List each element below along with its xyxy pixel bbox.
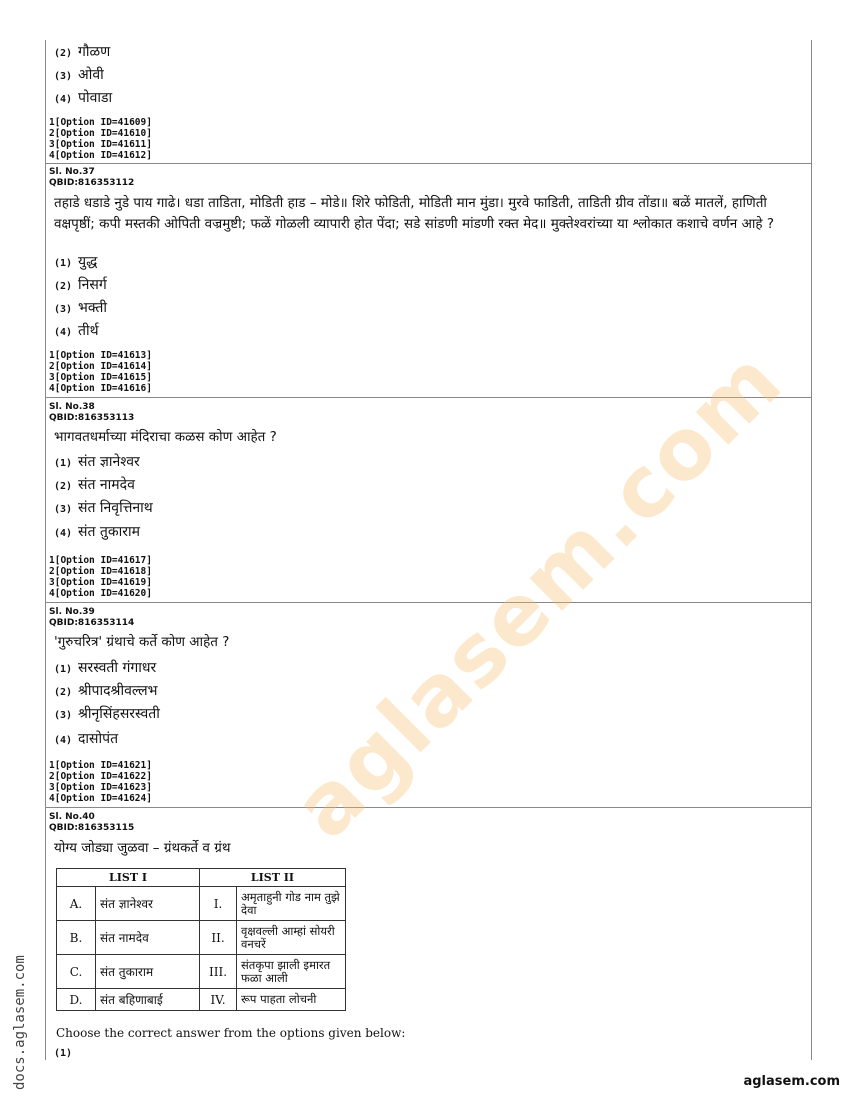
q38-option-1: (1) संत ज्ञानेश्वर (54, 454, 140, 470)
q39-option-4: (4) दासोपंत (54, 731, 119, 747)
q37-question-text: तहाडे धडाडे नुडे पाय गाढे। धडा ताडिता, मोडिती हाड – मोडे॥ शिरे फोडिती, मोडिती मान मुंडा। मुरवे फाडिती, ताडिती ग्रीव तोंडा॥ बळें मातलें, हाणिती वक्षपृष्ठीं; कपी मस्तकी ओपिती वज्रमुष्टी; फळें गोळली व्यापारी होत पेंदा; सडे सांडणी मांडणी रक्त मेद॥ मुक्तेश्वरांच्या या श्लोकात कशाचे वर्णन आहे ? (54, 195, 775, 232)
q40-meta: Sl. No.40 QBID:816353115 (49, 812, 135, 833)
list-1-header: LIST I (57, 869, 200, 887)
q37-option-4: (4) तीर्थ (54, 323, 99, 339)
q36-option-2: (2) गौळण (54, 44, 111, 60)
footer-brand: aglasem.com (743, 1074, 840, 1089)
row-author: संत तुकाराम (96, 955, 200, 989)
q39-meta: Sl. No.39 QBID:816353114 (49, 607, 135, 628)
q38-option-4: (4) संत तुकाराम (54, 524, 140, 540)
list-2-header: LIST II (200, 869, 346, 887)
row-numeral: IV. (200, 989, 237, 1011)
row-numeral: II. (200, 921, 237, 955)
row-author: संत बहिणाबाई (96, 989, 200, 1011)
row-numeral: III. (200, 955, 237, 989)
q39-option-3: (3) श्रीनृसिंहसरस्वती (54, 706, 160, 722)
row-author: संत ज्ञानेश्वर (96, 887, 200, 921)
row-code: C. (57, 955, 96, 989)
side-url: docs.aglasem.com (12, 955, 28, 1090)
divider (46, 163, 811, 164)
q39-option-2: (2) श्रीपादश्रीवल्लभ (54, 683, 158, 699)
table-row (57, 921, 346, 955)
row-author: संत नामदेव (96, 921, 200, 955)
q39-question-text: 'गुरुचरित्र' ग्रंथाचे कर्ते कोण आहेत ? (54, 634, 230, 650)
watermark: aglasem.com (274, 331, 801, 857)
q36-option-4: (4) पोवाडा (54, 90, 113, 106)
row-work: संतकृपा झाली इमारत फळा आली (237, 955, 346, 989)
table-row (57, 955, 346, 989)
answer-instruction: Choose the correct answer from the options given below: (56, 1026, 406, 1040)
q37-option-2: (2) निसर्ग (54, 277, 107, 293)
row-work: अमृताहुनी गोड नाम तुझे देवा (237, 887, 346, 921)
q36-option-ids: 1[Option ID=41609] 2[Option ID=41610] 3[Option ID=41611] 4[Option ID=41612] (49, 117, 152, 161)
row-work: वृक्षवल्ली आम्हां सोयरी वनचरें (237, 921, 346, 955)
table-row (57, 887, 346, 921)
q37-option-ids: 1[Option ID=41613] 2[Option ID=41614] 3[Option ID=41615] 4[Option ID=41616] (49, 350, 152, 394)
q37-option-3: (3) भक्ती (54, 300, 107, 316)
divider (46, 807, 811, 808)
q38-option-2: (2) संत नामदेव (54, 477, 135, 493)
match-table-header (57, 869, 346, 887)
q37-option-1: (1) युद्ध (54, 254, 98, 270)
q36-option-3: (3) ओवी (54, 67, 104, 83)
q38-option-3: (3) संत निवृत्तिनाथ (54, 500, 153, 516)
row-work: रूप पाहता लोचनी (237, 989, 346, 1011)
match-table (56, 868, 346, 1011)
divider (46, 602, 811, 603)
row-numeral: I. (200, 887, 237, 921)
q38-option-ids: 1[Option ID=41617] 2[Option ID=41618] 3[Option ID=41619] 4[Option ID=41620] (49, 555, 152, 599)
q37-meta: Sl. No.37 QBID:816353112 (49, 167, 135, 188)
q40-question-text: योग्य जोड्या जुळवा – ग्रंथकर्ते व ग्रंथ (54, 840, 231, 856)
q39-option-ids: 1[Option ID=41621] 2[Option ID=41622] 3[Option ID=41623] 4[Option ID=41624] (49, 760, 152, 804)
q40-option-1: (1) (54, 1048, 73, 1059)
row-code: A. (57, 887, 96, 921)
table-row (57, 989, 346, 1011)
q39-option-1: (1) सरस्वती गंगाधर (54, 660, 157, 676)
q38-question-text: भागवतधर्माच्या मंदिराचा कळस कोण आहेत ? (54, 429, 277, 445)
row-code: B. (57, 921, 96, 955)
q38-meta: Sl. No.38 QBID:816353113 (49, 402, 135, 423)
row-code: D. (57, 989, 96, 1011)
page-frame (45, 40, 812, 1060)
